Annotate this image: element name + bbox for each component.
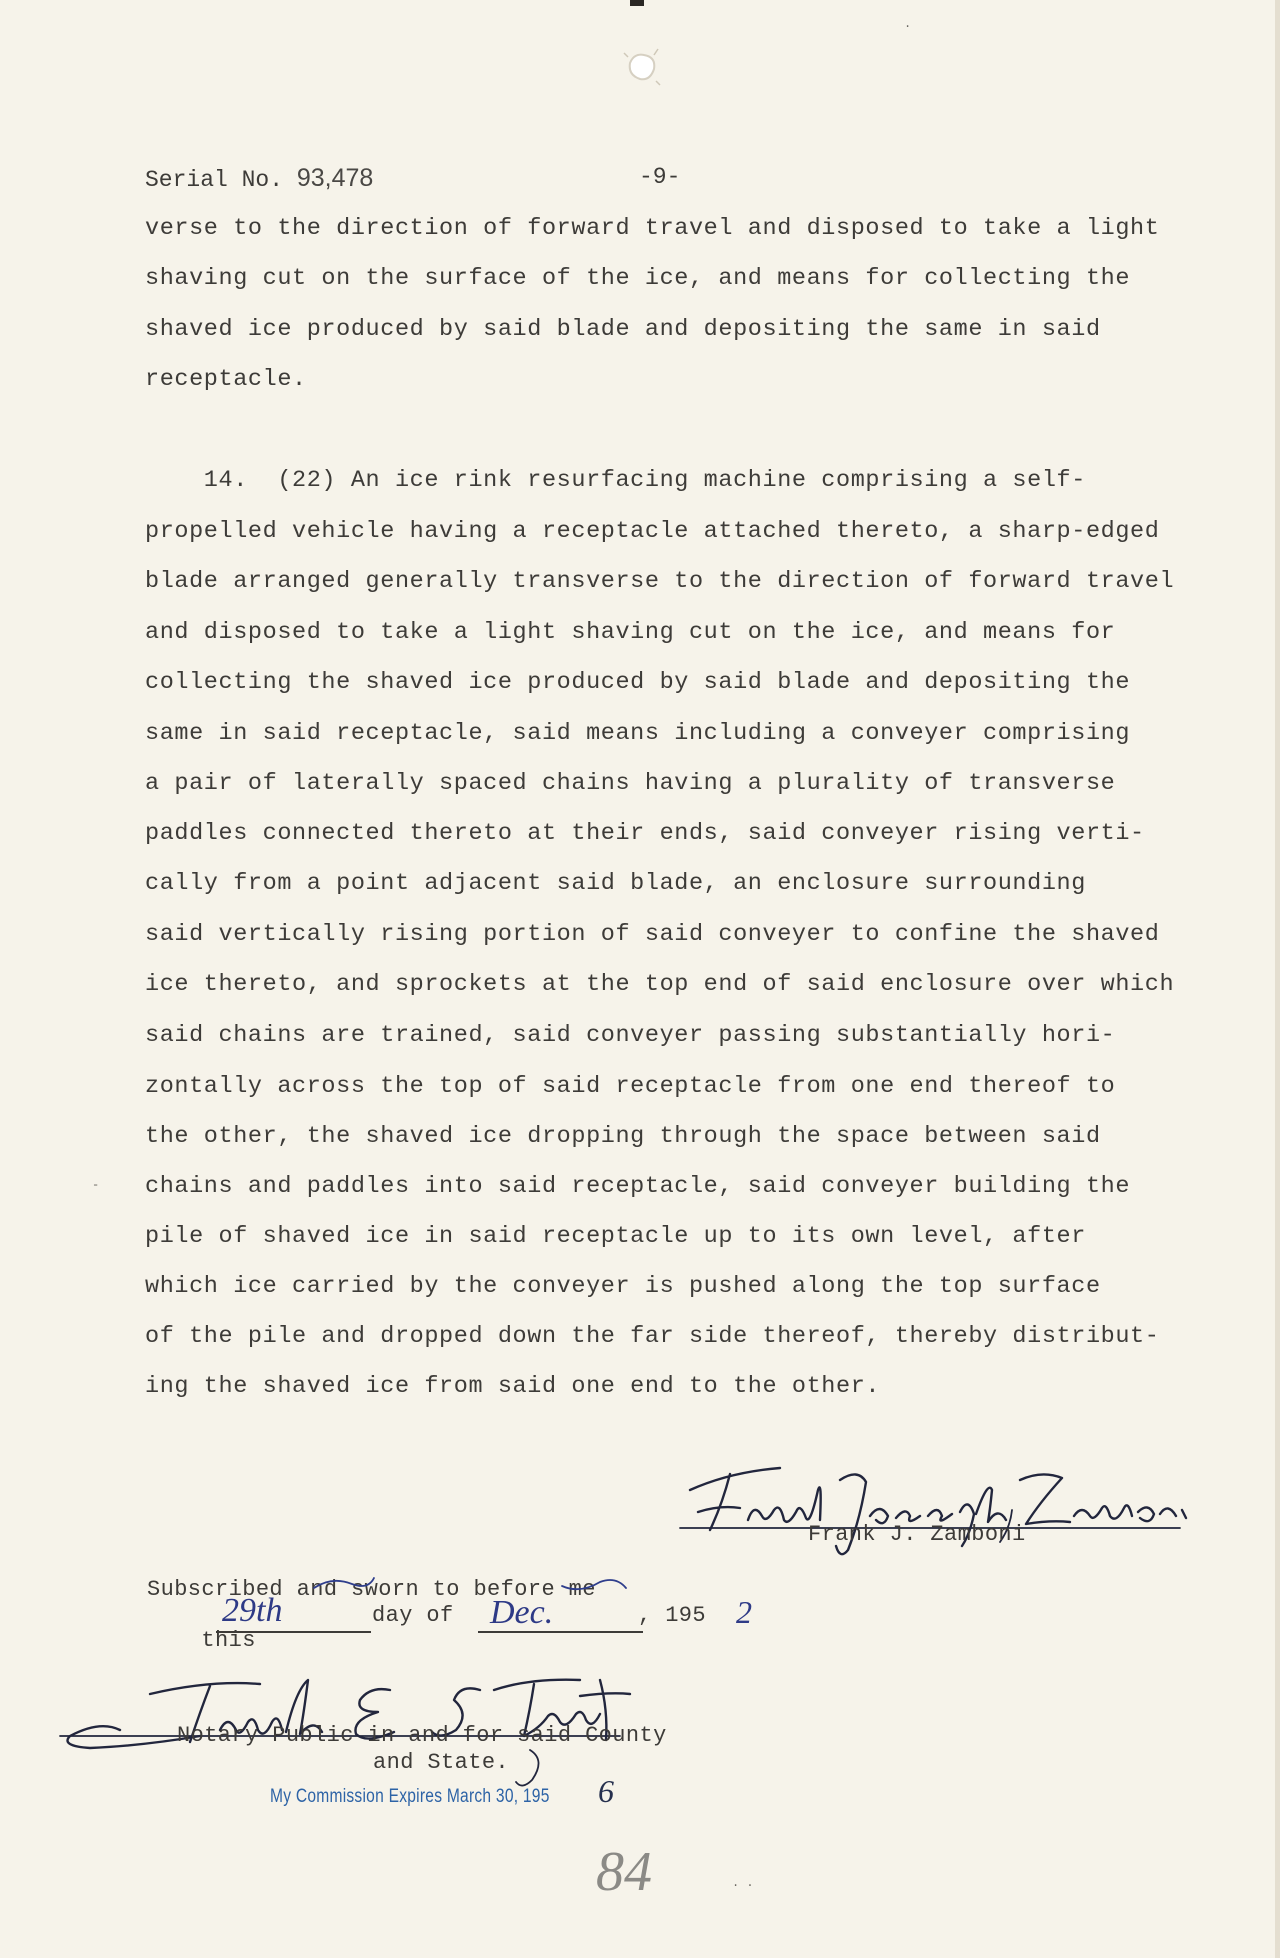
strike-through-mark: [312, 1572, 378, 1608]
text-line: 14. (22) An ice rink resurfacing machine comprising a self-: [145, 467, 1086, 494]
day-blank: [216, 1631, 371, 1633]
serial-label: Serial No.: [145, 167, 284, 193]
notary-caption-line-2: and State.: [373, 1750, 510, 1775]
text-line: ing the shaved ice from said one end to the other.: [145, 1373, 881, 1400]
text-line: cally from a point adjacent said blade, an enclosure surrounding: [145, 870, 1086, 897]
jurat-day-of-label: day of: [372, 1603, 454, 1628]
inventor-typed-name: Frank J. Zamboni: [808, 1522, 1026, 1547]
text-line: chains and paddles into said receptacle, said conveyer building the: [145, 1173, 1131, 1200]
jurat-year-label: , 195: [638, 1603, 707, 1628]
binding-mark: [630, 0, 644, 6]
text-line: which ice carried by the conveyer is pushed along the top surface: [145, 1273, 1101, 1300]
punch-hole-mark: [620, 45, 666, 95]
stray-marks: -: [92, 1178, 100, 1192]
text-line: pile of shaved ice in said receptacle up to its own level, after: [145, 1223, 1086, 1250]
stamp-year-handwritten: 6: [598, 1773, 614, 1809]
text-line: verse to the direction of forward travel and disposed to take a light: [145, 215, 1160, 242]
text-line: shaved ice produced by said blade and depositing the same in said: [145, 316, 1101, 343]
text-line: blade arranged generally transverse to the direction of forward travel: [145, 568, 1175, 595]
text-line: same in said receptacle, said means including a conveyer comprising: [145, 720, 1131, 747]
text-line: shaving cut on the surface of the ice, and means for collecting the: [145, 265, 1131, 292]
commission-stamp: My Commission Expires March 30, 195: [270, 1786, 550, 1807]
serial-value: 93,478: [296, 164, 374, 192]
month-fill-handwritten: Dec.: [490, 1594, 554, 1631]
text-line: said chains are trained, said conveyer passing substantially hori-: [145, 1022, 1116, 1049]
folio-number-handwritten: 84: [596, 1841, 652, 1903]
text-line: a pair of laterally spaced chains having a plurality of transverse: [145, 770, 1116, 797]
year-fill-handwritten: 2: [736, 1594, 752, 1630]
day-fill-handwritten: 29th: [222, 1592, 283, 1629]
notary-caption-line-1: Notary Public in and for said County: [177, 1723, 667, 1748]
page-edge: [1275, 0, 1280, 1958]
page-number: -9-: [639, 164, 681, 190]
text-line: ice thereto, and sprockets at the top end of said enclosure over which: [145, 971, 1175, 998]
strike-through-mark: [560, 1574, 630, 1604]
text-line: receptacle.: [145, 366, 307, 393]
page-header: [145, 160, 1145, 194]
text-line: zontally across the top of said receptacle from one end thereof to: [145, 1073, 1116, 1100]
jurat-this-label: this: [201, 1628, 256, 1653]
text-line: propelled vehicle having a receptacle attached thereto, a sharp-edged: [145, 518, 1160, 545]
stray-marks: . .: [732, 1876, 754, 1890]
text-line: collecting the shaved ice produced by said blade and depositing the: [145, 669, 1131, 696]
stray-marks: .: [904, 17, 912, 31]
text-line: said vertically rising portion of said conveyer to confine the shaved: [145, 921, 1160, 948]
jurat-line-1: Subscribed and sworn to before me: [147, 1577, 596, 1602]
serial-number: [145, 164, 373, 193]
text-line: the other, the shaved ice dropping through the space between said: [145, 1123, 1101, 1150]
text-line: paddles connected thereto at their ends, said conveyer rising verti-: [145, 820, 1145, 847]
text-line: of the pile and dropped down the far side thereof, thereby distribut-: [145, 1323, 1160, 1350]
text-line: and disposed to take a light shaving cut on the ice, and means for: [145, 619, 1116, 646]
